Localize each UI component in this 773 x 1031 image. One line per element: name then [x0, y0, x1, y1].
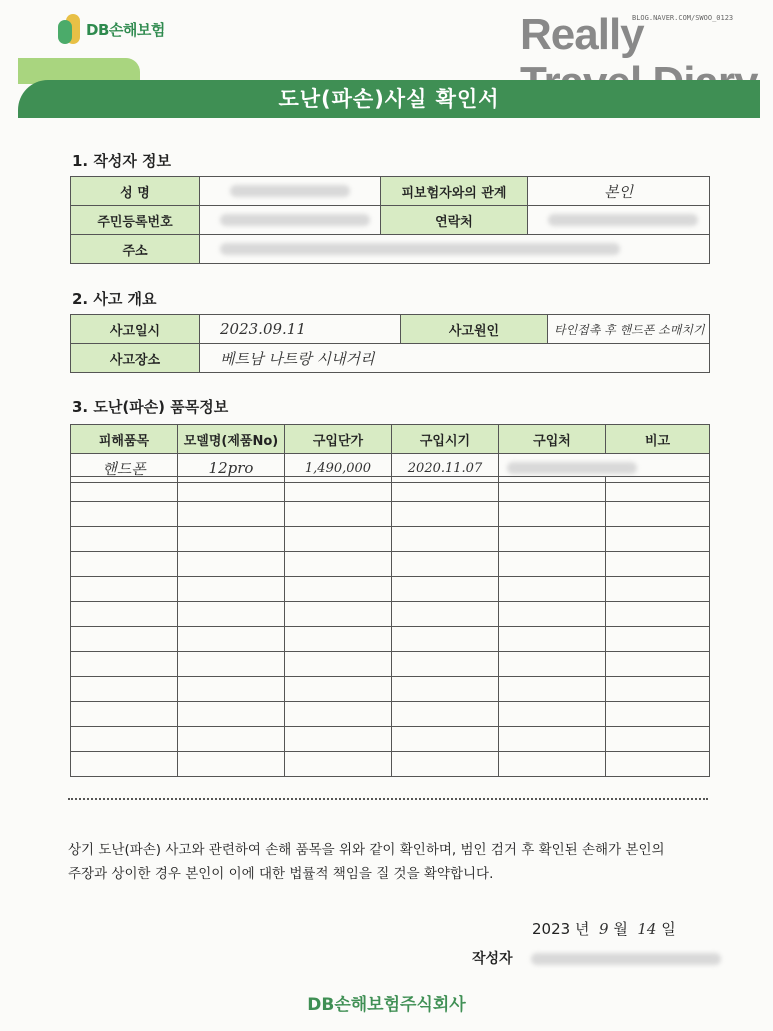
empty-cell: [606, 627, 710, 652]
empty-cell: [178, 502, 285, 527]
header-note: 비고: [606, 425, 710, 454]
empty-cell: [499, 477, 606, 502]
empty-cell: [606, 577, 710, 602]
empty-cell: [392, 677, 499, 702]
empty-cell: [71, 627, 178, 652]
empty-cell: [499, 652, 606, 677]
address-label: 주소: [71, 235, 200, 264]
address-value: [200, 235, 710, 264]
sign-month: 9: [599, 920, 609, 938]
empty-cell: [499, 577, 606, 602]
empty-cell: [285, 652, 392, 677]
relation-value: 본인: [528, 177, 710, 206]
items-empty-rows: [70, 476, 710, 777]
empty-cell: [499, 727, 606, 752]
empty-cell: [606, 502, 710, 527]
empty-cell: [285, 602, 392, 627]
sign-date: [532, 918, 676, 939]
divider: [68, 798, 708, 800]
confirmation-statement: [68, 838, 728, 886]
empty-cell: [71, 552, 178, 577]
empty-cell: [606, 552, 710, 577]
header-model: 모델명(제품No): [178, 425, 285, 454]
empty-cell: [285, 727, 392, 752]
empty-cell: [178, 652, 285, 677]
contact-label: 연락처: [381, 206, 528, 235]
empty-cell: [285, 702, 392, 727]
section2-title: 2. 사고 개요: [72, 290, 157, 308]
statement-line1: 상기 도난(파손) 사고와 관련하여 손해 품목을 위와 같이 확인하며, 범인 검거 후 확인된 손해가 본인의: [68, 842, 665, 858]
writer-name-redacted: [531, 953, 721, 965]
empty-cell: [178, 702, 285, 727]
relation-label: 피보험자와의 관계: [381, 177, 528, 206]
empty-cell: [392, 502, 499, 527]
empty-cell: [392, 752, 499, 777]
blog-url-watermark: BLOG.NAVER.COM/SWOO_0123: [632, 14, 734, 22]
sign-year: 2023: [532, 920, 571, 938]
empty-cell: [285, 502, 392, 527]
empty-cell: [499, 627, 606, 652]
incident-place-value: 베트남 나트랑 시내거리: [200, 344, 710, 373]
writer-label: 작성자: [472, 951, 513, 967]
empty-cell: [606, 677, 710, 702]
empty-cell: [178, 577, 285, 602]
header-purchase-date: 구입시기: [392, 425, 499, 454]
empty-cell: [392, 477, 499, 502]
writer-row: [472, 948, 721, 968]
id-value: [200, 206, 381, 235]
table-row: [71, 552, 710, 577]
empty-cell: [71, 727, 178, 752]
empty-cell: [285, 477, 392, 502]
empty-cell: [499, 527, 606, 552]
empty-cell: [499, 602, 606, 627]
empty-cell: [392, 652, 499, 677]
table-row: [71, 602, 710, 627]
statement-line2: 주장과 상이한 경우 본인이 이에 대한 법률적 책임을 질 것을 확약합니다.: [68, 866, 494, 882]
table-row: [71, 677, 710, 702]
header-store: 구입처: [499, 425, 606, 454]
price-cell: 1,490,000: [285, 454, 392, 483]
empty-cell: [392, 702, 499, 727]
model-cell: 12pro: [178, 454, 285, 483]
empty-cell: [178, 527, 285, 552]
empty-cell: [178, 602, 285, 627]
table-row: [71, 727, 710, 752]
empty-cell: [392, 727, 499, 752]
table-row: [71, 652, 710, 677]
company-logo: [58, 14, 165, 44]
empty-cell: [606, 602, 710, 627]
empty-cell: [178, 727, 285, 752]
empty-cell: [178, 677, 285, 702]
empty-cell: [606, 702, 710, 727]
incident-table: [70, 314, 710, 373]
empty-cell: [392, 577, 499, 602]
empty-cell: [71, 577, 178, 602]
header-price: 구입단가: [285, 425, 392, 454]
title-banner: [18, 58, 760, 118]
section3-title: 3. 도난(파손) 품목정보: [72, 398, 229, 416]
empty-cell: [606, 727, 710, 752]
empty-cell: [285, 527, 392, 552]
header-item: 피해품목: [71, 425, 178, 454]
empty-cell: [71, 677, 178, 702]
empty-cell: [285, 677, 392, 702]
table-row: [71, 527, 710, 552]
id-label: 주민등록번호: [71, 206, 200, 235]
empty-cell: [392, 602, 499, 627]
footer-company: DB손해보험주식회사: [307, 995, 466, 1015]
empty-cell: [178, 552, 285, 577]
empty-cell: [392, 552, 499, 577]
db-logo-icon: [58, 14, 82, 44]
sign-year-suffix: 년: [574, 920, 590, 938]
writer-info-table: [70, 176, 710, 264]
empty-cell: [606, 652, 710, 677]
incident-place-label: 사고장소: [71, 344, 200, 373]
empty-cell: [606, 752, 710, 777]
empty-cell: [499, 702, 606, 727]
item-cell: 핸드폰: [71, 454, 178, 483]
sign-day-suffix: 일: [661, 920, 676, 938]
incident-date-value: 2023.09.11: [200, 315, 401, 344]
empty-cell: [71, 477, 178, 502]
empty-cell: [499, 502, 606, 527]
table-row: [71, 502, 710, 527]
name-label: 성 명: [71, 177, 200, 206]
empty-cell: [285, 552, 392, 577]
items-header-row: [71, 425, 710, 454]
incident-cause-label: 사고원인: [401, 315, 548, 344]
section1-title: 1. 작성자 정보: [72, 152, 172, 170]
brand-name: DB손해보험: [86, 20, 165, 39]
empty-cell: [71, 752, 178, 777]
purchase-date-cell: 2020.11.07: [392, 454, 499, 483]
empty-cell: [71, 502, 178, 527]
sign-day: 14: [637, 920, 657, 938]
empty-cell: [392, 527, 499, 552]
empty-cell: [71, 652, 178, 677]
empty-cell: [285, 752, 392, 777]
table-row: [71, 752, 710, 777]
empty-cell: [606, 477, 710, 502]
empty-cell: [71, 602, 178, 627]
empty-cell: [178, 627, 285, 652]
sign-month-suffix: 월: [613, 920, 628, 938]
empty-cell: [178, 752, 285, 777]
empty-cell: [285, 577, 392, 602]
empty-cell: [606, 527, 710, 552]
empty-cell: [71, 527, 178, 552]
empty-cell: [178, 477, 285, 502]
empty-cell: [499, 752, 606, 777]
empty-cell: [71, 702, 178, 727]
incident-date-label: 사고일시: [71, 315, 200, 344]
table-row: [71, 577, 710, 602]
overlay-watermark-line1: Really: [520, 10, 644, 59]
table-row: [71, 702, 710, 727]
name-value: [200, 177, 381, 206]
empty-cell: [392, 627, 499, 652]
contact-value: [528, 206, 710, 235]
table-row: [71, 627, 710, 652]
empty-cell: [499, 552, 606, 577]
document-title: 도난(파손)사실 확인서: [278, 87, 500, 111]
items-table: [70, 424, 710, 483]
empty-cell: [499, 677, 606, 702]
table-row: [71, 477, 710, 502]
empty-cell: [285, 627, 392, 652]
incident-cause-value: 타인접촉 후 핸드폰 소매치기: [548, 315, 710, 344]
